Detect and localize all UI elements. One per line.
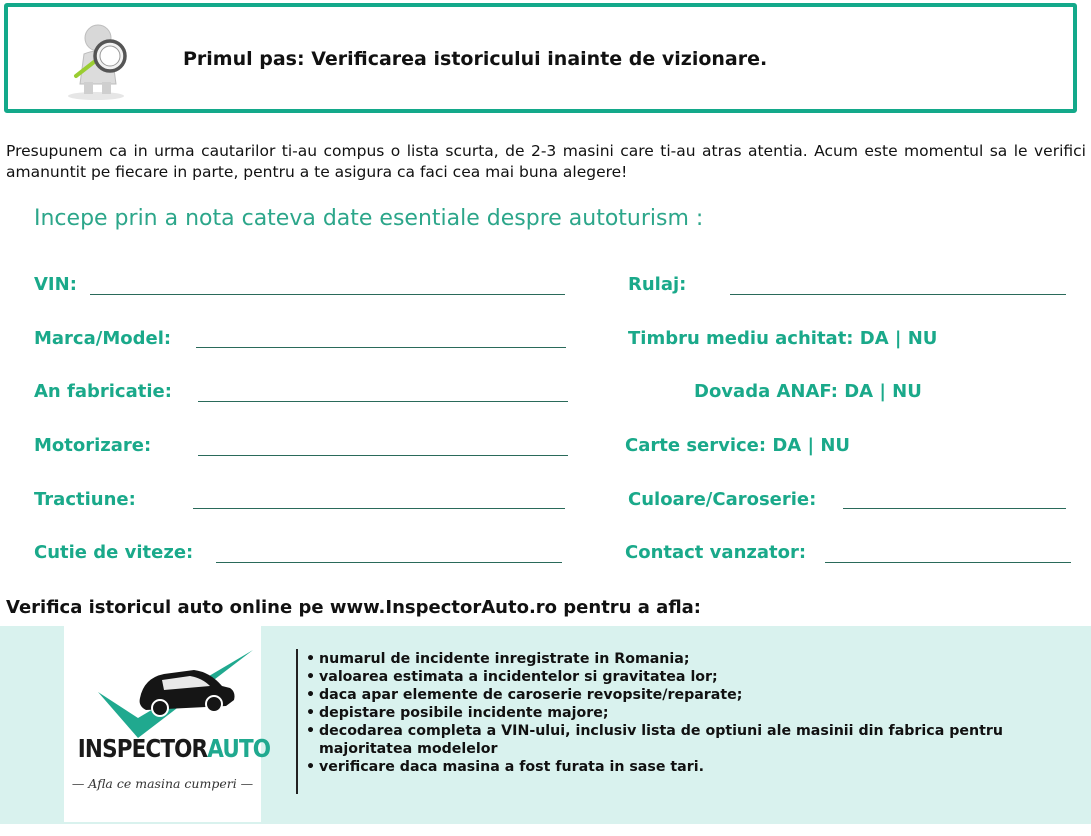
vin-label: VIN: bbox=[34, 274, 77, 295]
contact-vanzator-field[interactable] bbox=[825, 562, 1071, 563]
marca-model-field[interactable] bbox=[196, 347, 566, 348]
an-fabricatie-label: An fabricatie: bbox=[34, 381, 172, 402]
list-item: • numarul de incidente inregistrate in Romania; bbox=[306, 651, 690, 667]
verify-heading: Verifica istoricul auto online pe www.InspectorAuto.ro pentru a afla: bbox=[6, 597, 702, 618]
form-subheading: Incepe prin a nota cateva date esentiale despre autoturism : bbox=[34, 206, 704, 231]
motorizare-label: Motorizare: bbox=[34, 435, 152, 456]
vin-field[interactable] bbox=[90, 294, 565, 295]
list-item: • valoarea estimata a incidentelor si gravitatea lor; bbox=[306, 669, 718, 685]
carte-service-label: Carte service: DA | NU bbox=[625, 435, 851, 456]
culoare-caroserie-label: Culoare/Caroserie: bbox=[628, 489, 817, 510]
logo-wordmark: INSPECTORAUTO bbox=[77, 734, 271, 763]
magnifier-person-icon bbox=[54, 20, 138, 102]
cutie-viteze-label: Cutie de viteze: bbox=[34, 542, 194, 563]
motorizare-field[interactable] bbox=[198, 455, 568, 456]
page-title: Primul pas: Verificarea istoricului inainte de vizionare. bbox=[183, 48, 768, 70]
culoare-caroserie-field[interactable] bbox=[843, 508, 1066, 509]
timbru-mediu-label: Timbru mediu achitat: DA | NU bbox=[628, 328, 938, 349]
list-item: • daca apar elemente de caroserie revopsite/reparate; bbox=[306, 687, 743, 703]
dovada-anaf-label: Dovada ANAF: DA | NU bbox=[694, 381, 922, 402]
rulaj-label: Rulaj: bbox=[628, 274, 687, 295]
contact-vanzator-label: Contact vanzator: bbox=[625, 542, 807, 563]
list-item: • verificare daca masina a fost furata in sase tari. bbox=[306, 759, 704, 775]
tractiune-label: Tractiune: bbox=[34, 489, 136, 510]
inspectorauto-logo bbox=[64, 626, 271, 822]
an-fabricatie-field[interactable] bbox=[198, 401, 568, 402]
logo-tagline: — Afla ce masina cumperi — bbox=[71, 776, 254, 791]
intro-paragraph: Presupunem ca in urma cautarilor ti-au compus o lista scurta, de 2-3 masini care ti-au atras atentia. Acum este momentul sa le verifici amanuntit pe fiecare in parte, pentru a te asigura ca faci cea mai buna alegere! bbox=[6, 142, 1086, 181]
rulaj-field[interactable] bbox=[730, 294, 1066, 295]
bullet-divider bbox=[296, 649, 298, 794]
tractiune-field[interactable] bbox=[193, 508, 565, 509]
cutie-viteze-field[interactable] bbox=[216, 562, 562, 563]
marca-model-label: Marca/Model: bbox=[34, 328, 172, 349]
feature-list bbox=[306, 650, 1086, 776]
car-check-logo-icon bbox=[98, 648, 253, 740]
list-item: • depistare posibile incidente majore; bbox=[306, 705, 609, 721]
list-item: • decodarea completa a VIN-ului, inclusiv lista de optiuni ale masinii din fabrica pentru majoritatea modelelor bbox=[306, 723, 1003, 757]
